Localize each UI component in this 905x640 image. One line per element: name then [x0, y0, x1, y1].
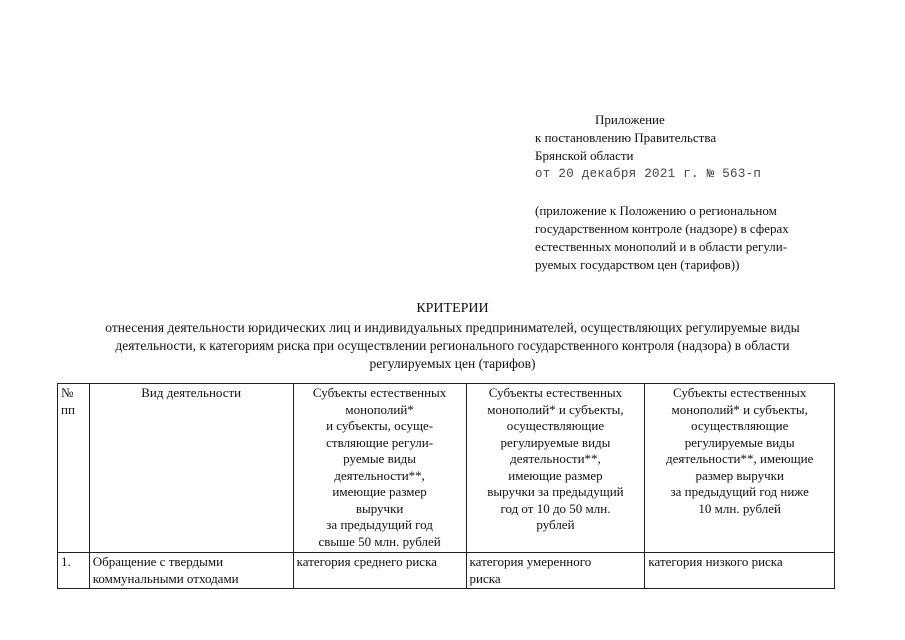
annex-resolution: к постановлению Правительства: [535, 130, 717, 145]
header-revenue-over-50: Субъекты естественных монополий* и субъекты, осуще- ствляющие регули- руемые виды деятельности**, имеющие размер выручки за предыдущий год свыше 50 млн. рублей: [293, 384, 466, 553]
header-revenue-below-10: Субъекты естественных монополий* и субъекты, осуществляющие регулируемые виды деятельности**, имеющие размер выручки за предыдущий год ниже 10 млн. рублей: [645, 384, 835, 553]
annex-header: Приложение: [595, 112, 665, 127]
header-revenue-10-50: Субъекты естественных монополий* и субъекты, осуществляющие регулируемые виды деятельности**, имеющие размер выручки за предыдущий год от 10 до 50 млн. рублей: [466, 384, 645, 553]
annex-note: (приложение к Положению о региональном государственном контроле (надзоре) в сферах естественных монополий и в области регули- руемых государством цен (тарифов)): [535, 203, 789, 272]
row-activity-kind: Обращение с твердыми коммунальными отходами: [89, 553, 293, 589]
row-category-a: категория среднего риска: [293, 553, 466, 589]
table-row: [58, 553, 835, 589]
title-subtitle: отнесения деятельности юридических лиц и индивидуальных предпринимателей, осуществляющих регулируемые виды деятельности, к категориям риска при осуществлении регионального государственного контроля (надзора) в области регулируемых цен (тарифов): [105, 320, 800, 371]
table-header-row: [58, 384, 835, 553]
annex-date-number: от 20 декабря 2021 г. № 563-п: [535, 167, 762, 181]
row-category-c: категория низкого риска: [645, 553, 835, 589]
row-number: 1.: [58, 553, 90, 589]
header-number: № пп: [58, 384, 90, 553]
title-main: КРИТЕРИИ: [416, 301, 489, 316]
row-category-b: категория умеренного риска: [466, 553, 645, 589]
annex-region: Брянской области: [535, 148, 634, 163]
annex-block: [535, 111, 865, 274]
criteria-table: [57, 383, 835, 589]
header-activity-kind: Вид деятельности: [89, 384, 293, 553]
document-title: [30, 300, 875, 373]
